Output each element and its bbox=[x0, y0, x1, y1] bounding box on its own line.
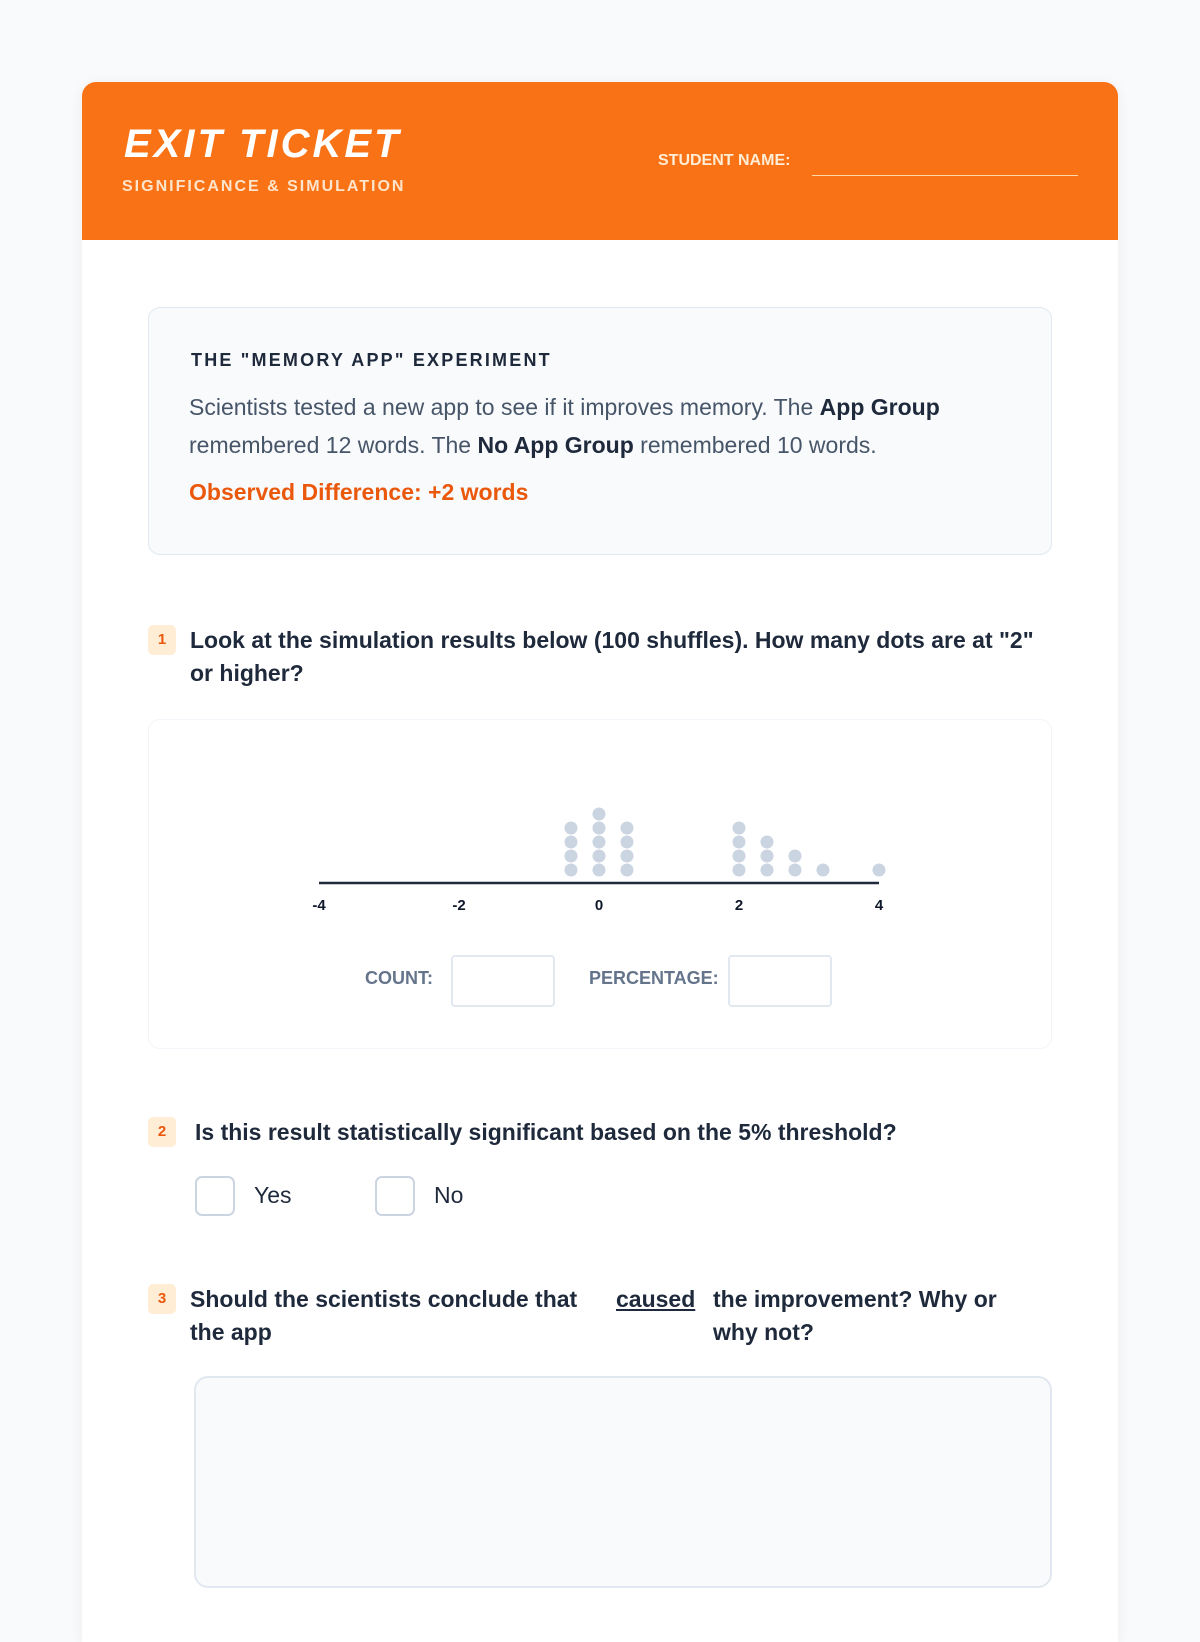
simulation-dot bbox=[593, 836, 606, 849]
page-subtitle: SIGNIFICANCE & SIMULATION bbox=[122, 178, 406, 195]
simulation-dot bbox=[761, 864, 774, 877]
simulation-dot bbox=[593, 808, 606, 821]
simulation-dot bbox=[565, 850, 578, 863]
simulation-dot bbox=[565, 822, 578, 835]
no-option-label: No bbox=[434, 1182, 464, 1208]
scenario-no-app-group: No App Group bbox=[477, 432, 634, 458]
count-input[interactable] bbox=[451, 955, 555, 1007]
simulation-dot bbox=[593, 850, 606, 863]
dot-plot-panel bbox=[148, 719, 1052, 1049]
simulation-dot bbox=[789, 850, 802, 863]
percentage-input[interactable] bbox=[728, 955, 832, 1007]
simulation-dot bbox=[593, 864, 606, 877]
dot-plot-chart bbox=[149, 720, 1053, 1050]
x-tick-label: -4 bbox=[312, 897, 326, 914]
scenario-text-1: Scientists tested a new app to see if it improves memory. The bbox=[189, 394, 820, 420]
question-1-text: Look at the simulation results below (100 shuffles). How many dots are at "2" or higher? bbox=[190, 627, 1034, 686]
question-number-3: 3 bbox=[148, 1284, 176, 1314]
x-tick-label: -2 bbox=[452, 897, 466, 914]
scenario-text-3: remembered 10 words. bbox=[633, 432, 877, 458]
x-tick-label: 2 bbox=[734, 897, 744, 914]
simulation-dot bbox=[733, 822, 746, 835]
simulation-dot bbox=[761, 850, 774, 863]
question-3-emphasis: caused bbox=[616, 1286, 696, 1312]
simulation-dot bbox=[761, 836, 774, 849]
simulation-dot bbox=[593, 822, 606, 835]
question-3-text-before: Should the scientists conclude that the app bbox=[190, 1286, 578, 1345]
answer-textarea[interactable] bbox=[194, 1376, 1052, 1588]
question-3-text-after: the improvement? Why or why not? bbox=[713, 1286, 997, 1345]
simulation-dot bbox=[621, 864, 634, 877]
header-banner bbox=[82, 82, 1118, 240]
x-tick-label: 4 bbox=[874, 897, 884, 914]
simulation-dot bbox=[733, 850, 746, 863]
question-number-2: 2 bbox=[148, 1117, 176, 1147]
page-title: EXIT TICKET bbox=[124, 122, 402, 166]
observed-difference: Observed Difference: +2 words bbox=[189, 479, 529, 505]
simulation-dot bbox=[621, 836, 634, 849]
count-label: COUNT: bbox=[365, 968, 433, 988]
scenario-title: THE "MEMORY APP" EXPERIMENT bbox=[191, 350, 552, 370]
simulation-dot bbox=[733, 836, 746, 849]
student-name-label: STUDENT NAME: bbox=[658, 152, 791, 169]
simulation-dot bbox=[789, 864, 802, 877]
exit-ticket-card bbox=[82, 82, 1118, 1642]
question-2-text: Is this result statistically significant based on the 5% threshold? bbox=[195, 1119, 897, 1145]
scenario-text-2: remembered 12 words. The bbox=[189, 432, 478, 458]
simulation-dot bbox=[873, 864, 886, 877]
scenario-app-group: App Group bbox=[819, 394, 940, 420]
scenario-description bbox=[189, 388, 1019, 464]
question-number-1: 1 bbox=[148, 625, 176, 655]
simulation-dot bbox=[733, 864, 746, 877]
yes-checkbox[interactable] bbox=[195, 1176, 235, 1216]
percentage-label: PERCENTAGE: bbox=[589, 968, 719, 988]
simulation-dot bbox=[565, 864, 578, 877]
yes-option-label: Yes bbox=[254, 1182, 292, 1208]
simulation-dot bbox=[817, 864, 830, 877]
student-name-field[interactable] bbox=[812, 175, 1078, 176]
simulation-dot bbox=[565, 836, 578, 849]
no-checkbox[interactable] bbox=[375, 1176, 415, 1216]
simulation-dot bbox=[621, 822, 634, 835]
scenario-box bbox=[148, 307, 1052, 555]
simulation-dot bbox=[621, 850, 634, 863]
x-tick-label: 0 bbox=[594, 897, 604, 914]
